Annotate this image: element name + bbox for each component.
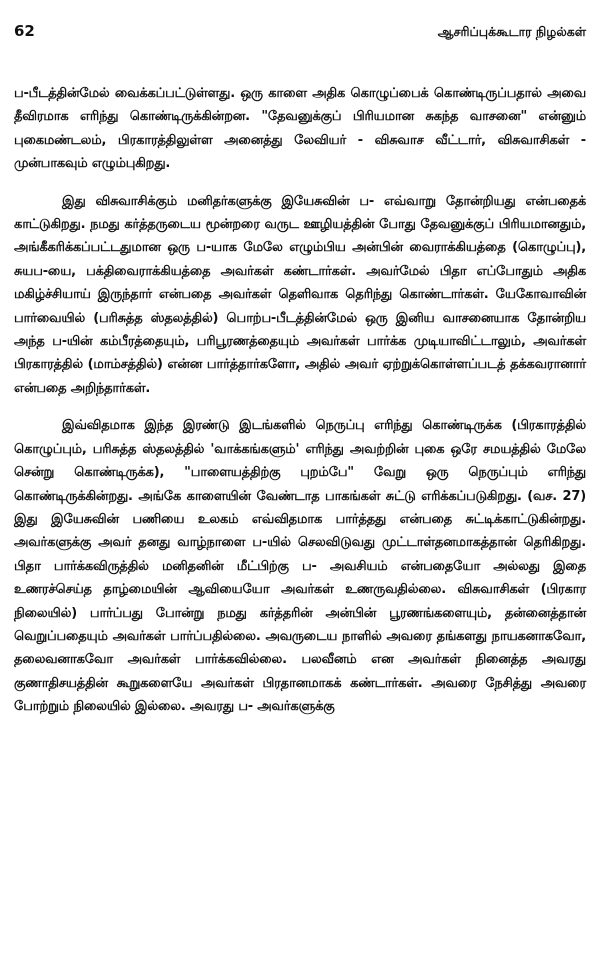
- body-text: [14, 82, 586, 719]
- paragraph-2: இது விசுவாசிக்கும் மனிதர்களுக்கு இயேசுவின் ப- எவ்வாறு தோன்றியது என்பதைக் காட்டுகிறது. நமது கர்த்தருடைய மூன்றரை வருட ஊழியத்தின் போது தேவனுக்குப் பிரியமானதும், அங்கீகரிக்கப்பட்டதுமான ஒரு ப-யாக மேலே எழும்பிய அன்பின் வைராக்கியத்தை (கொழுப்பு), சுயப-யை, பக்திவைராக்கியத்தை அவர்கள் கண்டார்கள். அவர்மேல் பிதா எப்போதும் அதிக மகிழ்ச்சியாய் இருந்தார் என்பதை அவர்கள் தெளிவாக தெரிந்து கொண்டார்கள். யேகோவாவின் பார்வையில் (பரிசுத்த ஸ்தலத்தில்) பொற்ப-பீடத்தின்மேல் ஒரு இனிய வாசனையாக தோன்றிய அந்த ப-யின் கம்பீரத்தையும், பரிபூரணத்தையும் அவர்கள் பார்க்க முடியாவிட்டாலும், அவர்கள் பிரகாரத்தில் (மாம்சத்தில்) என்ன பார்த்தார்களோ, அதில் அவர் ஏற்றுக்கொள்ளப்படத் தக்கவரானார் என்பதை அறிந்தார்கள்.: [14, 193, 586, 396]
- page-number: 62: [14, 22, 35, 40]
- paragraph-1: ப-பீடத்தின்மேல் வைக்கப்பட்டுள்ளது. ஒரு காளை அதிக கொழுப்பைக் கொண்டிருப்பதால் அவை தீவிரமாக எரிந்து கொண்டிருக்கின்றன. "தேவனுக்குப் பிரியமான சுகந்த வாசனை" என்னும் புகைமண்டலம், பிரகாரத்திலுள்ள அனைத்து லேவியர் - விசுவாச வீட்டார், விசுவாசிகள் - முன்பாகவும் எழும்புகிறது.: [14, 86, 586, 172]
- page-header: [14, 22, 586, 44]
- running-title: ஆசரிப்புக்கூடார நிழல்கள்: [437, 24, 586, 39]
- paragraph-3: இவ்விதமாக இந்த இரண்டு இடங்களில் நெருப்பு எரிந்து கொண்டிருக்க (பிரகாரத்தில் கொழுப்பும், பரிசுத்த ஸ்தலத்தில் 'வாக்கங்களும்' எரிந்து அவற்றின் புகை ஒரே சமயத்தில் மேலே சென்று கொண்டிருக்க), "பாளையத்திற்கு புறம்பே" வேறு ஒரு நெருப்பும் எரிந்து கொண்டிருக்கின்றது. அங்கே காளையின் வேண்டாத பாகங்கள் சுட்டு எரிக்கப்படுகிறது. (வச. 27) இது இயேசுவின் பணியை உலகம் எவ்விதமாக பார்த்தது என்பதை சுட்டிக்காட்டுகின்றது. அவர்களுக்கு அவர் தனது வாழ்நாளை ப-யில் செலவிடுவது முட்டாள்தனமாகத்தான் தெரிகிறது. பிதா பார்க்கவிருத்தில் மனிதனின் மீட்பிற்கு ப- அவசியம் என்பதையோ அல்லது இதை உணரச்செய்த தாழ்மையின் ஆவியையோ அவர்கள் உணருவதில்லை. விசுவாசிகள் (பிரகார நிலையில்) பார்ப்பது போன்று நமது கர்த்தரின் அன்பின் பூரணங்களையும், தன்னைத்தான் வெறுப்பதையும் அவர்கள் பார்ப்பதில்லை. அவருடைய நாளில் அவரை தங்களது நாயகனாகவோ, தலைவனாகவோ அவர்கள் பார்க்கவில்லை. பலவீனம் என அவர்கள் நினைத்த அவரது குணாதிசயத்தின் கூறுகளையே அவர்கள் பிரதானமாகக் கண்டார்கள். அவரை நேசித்து அவரை போற்றும் நிலையில் இல்லை. அவரது ப- அவர்களுக்கு: [14, 418, 586, 715]
